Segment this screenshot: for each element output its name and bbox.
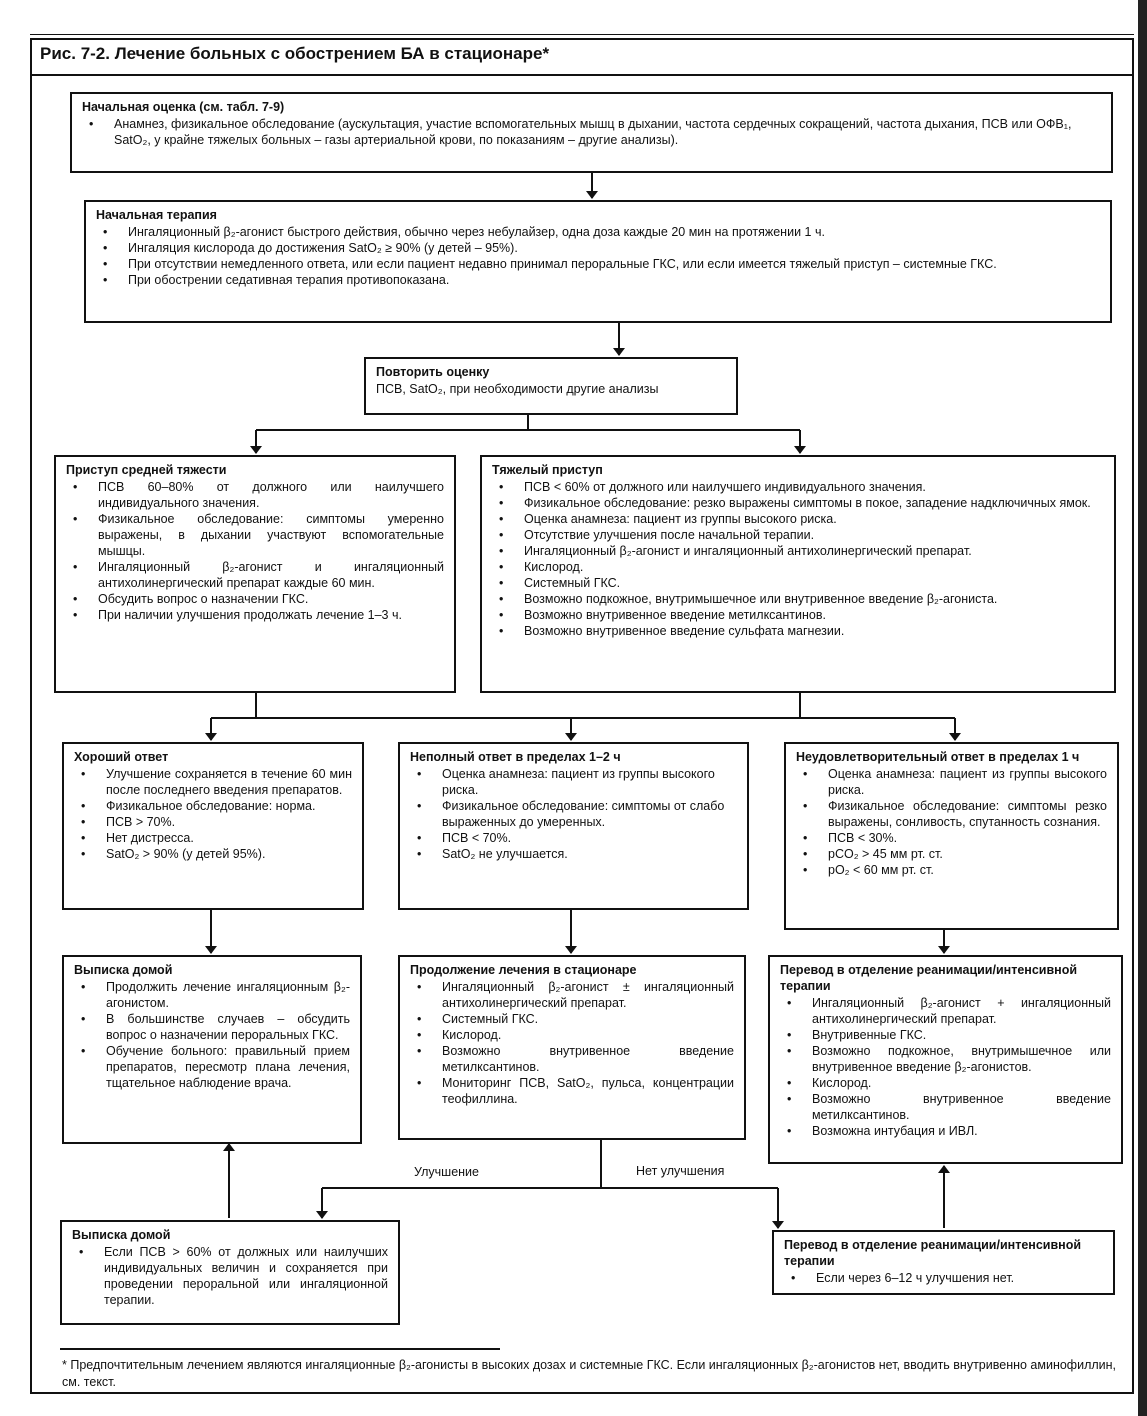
list-item: • ПСВ < 60% от должного или наилучшего индивидуального значения.	[524, 479, 1104, 495]
list-item: • pO₂ < 60 мм рт. ст.	[828, 862, 1107, 878]
list-item: • Если ПСВ > 60% от должных или наилучших индивидуальных величин и сохраняется при проведении пероральной или ингаляционной терапии.	[104, 1244, 388, 1308]
box-moderate-attack	[54, 455, 456, 693]
list-item: • Физикальное обследование: симптомы от слабо выраженных до умеренных.	[442, 798, 737, 830]
list-item: • SatO₂ > 90% (у детей 95%).	[106, 846, 352, 862]
figure-title: Рис. 7-2. Лечение больных с обострением БА в стационаре*	[40, 44, 550, 63]
list-item: • Продолжить лечение ингаляционным β₂-агонистом.	[106, 979, 350, 1011]
box-title: Начальная терапия	[96, 208, 217, 222]
list-item: • Анамнез, физикальное обследование (аускультация, участие вспомогательных мышц в дыхании, частота сердечных сокращений, частота дыхания, ПСВ или ОФВ₁, SatO₂, у крайне тяжелых больных – газы артериальной крови, по показаниям – другие анализы).	[114, 116, 1101, 148]
footnote: * Предпочтительным лечением являются ингаляционные β₂-агонисты в высоких дозах и системные ГКС. Если ингаляционных β₂-агонистов нет, вводить внутривенно аминофиллин, см. текст.	[62, 1358, 1117, 1389]
list-item: • Возможна интубация и ИВЛ.	[812, 1123, 1111, 1139]
list-item: • Оценка анамнеза: пациент из группы высокого риска.	[524, 511, 1104, 527]
list-item: • Ингаляция кислорода до достижения SatO₂ ≥ 90% (у детей – 95%).	[128, 240, 1100, 256]
list-item: • При отсутствии немедленного ответа, или если пациент недавно принимал пероральные ГКС, или если имеется тяжелый приступ – системные ГКС.	[128, 256, 1100, 272]
box-icu-transfer	[768, 955, 1123, 1164]
list-item: • Ингаляционный β₂-агонист + ингаляционный антихолинергический препарат.	[812, 995, 1111, 1027]
list-item: • Внутривенные ГКС.	[812, 1027, 1111, 1043]
box-title: Неудовлетворительный ответ в пределах 1 ч	[796, 750, 1080, 764]
list-item: • ПСВ < 70%.	[442, 830, 737, 846]
box-title: Перевод в отделение реанимации/интенсивной терапии	[780, 963, 1078, 993]
box-severe-attack	[480, 455, 1116, 693]
list-item: • Кислород.	[524, 559, 1104, 575]
box-title: Начальная оценка (см. табл. 7-9)	[82, 100, 285, 114]
box-title: Хороший ответ	[74, 750, 169, 764]
list-item: • Обсудить вопрос о назначении ГКС.	[98, 591, 444, 607]
list-item: • Улучшение сохраняется в течение 60 мин после последнего введения препаратов.	[106, 766, 352, 798]
box-discharge-home	[62, 955, 362, 1144]
label-improvement: Улучшение	[414, 1165, 479, 1179]
box-title: Приступ средней тяжести	[66, 463, 227, 477]
list-item: • Физикальное обследование: симптомы резко выражены, сонливость, спутанность сознания.	[828, 798, 1107, 830]
box-title: Повторить оценку	[376, 365, 490, 379]
list-item: • Мониторинг ПСВ, SatO₂, пульса, концентрации теофиллина.	[442, 1075, 734, 1107]
list-item: • Оценка анамнеза: пациент из группы высокого риска.	[828, 766, 1107, 798]
list-item: • Ингаляционный β₂-агонист ± ингаляционный антихолинергический препарат.	[442, 979, 734, 1011]
box-discharge-home-final	[60, 1220, 400, 1325]
list-item: • Системный ГКС.	[524, 575, 1104, 591]
list-item: • Ингаляционный β₂-агонист быстрого действия, обычно через небулайзер, одна доза каждые 20 мин на протяжении 1 ч.	[128, 224, 1100, 240]
box-title: Перевод в отделение реанимации/интенсивной терапии	[784, 1238, 1082, 1268]
list-item: • Кислород.	[812, 1075, 1111, 1091]
list-item: • Оценка анамнеза: пациент из группы высокого риска.	[442, 766, 737, 798]
list-item: • Возможно подкожное, внутримышечное или внутривенное введение β₂-агониста.	[524, 591, 1104, 607]
list-item: • В большинстве случаев – обсудить вопрос о назначении пероральных ГКС.	[106, 1011, 350, 1043]
list-item: • Возможно внутривенное введение метилксантинов.	[442, 1043, 734, 1075]
box-text: ПСВ, SatO₂, при необходимости другие анализы	[376, 382, 659, 396]
list-item: • Кислород.	[442, 1027, 734, 1043]
list-item: • ПСВ < 30%.	[828, 830, 1107, 846]
box-title: Выписка домой	[74, 963, 173, 977]
list-item: • ПСВ > 70%.	[106, 814, 352, 830]
box-repeat-assessment	[364, 357, 738, 415]
box-poor-response	[784, 742, 1119, 930]
list-item: • ПСВ 60–80% от должного или наилучшего индивидуального значения.	[98, 479, 444, 511]
box-title: Неполный ответ в пределах 1–2 ч	[410, 750, 621, 764]
list-item: • Обучение больного: правильный прием препаратов, пересмотр плана лечения, тщательное наблюдение врача.	[106, 1043, 350, 1091]
list-item: • Нет дистресса.	[106, 830, 352, 846]
list-item: • pCO₂ > 45 мм рт. ст.	[828, 846, 1107, 862]
box-continue-in-hospital	[398, 955, 746, 1140]
footnote-rule	[60, 1348, 500, 1350]
label-no-improvement: Нет улучшения	[636, 1164, 725, 1178]
list-item: • SatO₂ не улучшается.	[442, 846, 737, 862]
list-item: • Возможно внутривенное введение метилксантинов.	[524, 607, 1104, 623]
list-item: • При наличии улучшения продолжать лечение 1–3 ч.	[98, 607, 444, 623]
list-item: • Отсутствие улучшения после начальной терапии.	[524, 527, 1104, 543]
list-item: • Возможно внутривенное введение сульфата магнезии.	[524, 623, 1104, 639]
box-initial-therapy	[84, 200, 1112, 323]
box-title: Тяжелый приступ	[492, 463, 603, 477]
list-item: • Системный ГКС.	[442, 1011, 734, 1027]
list-item: • Если через 6–12 ч улучшения нет.	[816, 1270, 1103, 1286]
box-title: Выписка домой	[72, 1228, 171, 1242]
box-incomplete-response	[398, 742, 749, 910]
list-item: • Физикальное обследование: норма.	[106, 798, 352, 814]
list-item: • Физикальное обследование: симптомы умеренно выражены, в дыхании участвуют вспомогательные мышцы.	[98, 511, 444, 559]
box-initial-assessment	[70, 92, 1113, 173]
box-icu-transfer-final	[772, 1230, 1115, 1295]
list-item: • Возможно внутривенное введение метилксантинов.	[812, 1091, 1111, 1123]
list-item: • При обострении седативная терапия противопоказана.	[128, 272, 1100, 288]
list-item: • Ингаляционный β₂-агонист и ингаляционный антихолинергический препарат.	[524, 543, 1104, 559]
list-item: • Ингаляционный β₂-агонист и ингаляционный антихолинергический препарат каждые 60 мин.	[98, 559, 444, 591]
box-good-response	[62, 742, 364, 910]
list-item: • Возможно подкожное, внутримышечное или внутривенное введение β₂-агонистов.	[812, 1043, 1111, 1075]
box-title: Продолжение лечения в стационаре	[410, 963, 637, 977]
list-item: • Физикальное обследование: резко выражены симптомы в покое, западение надключичных ямок.	[524, 495, 1104, 511]
